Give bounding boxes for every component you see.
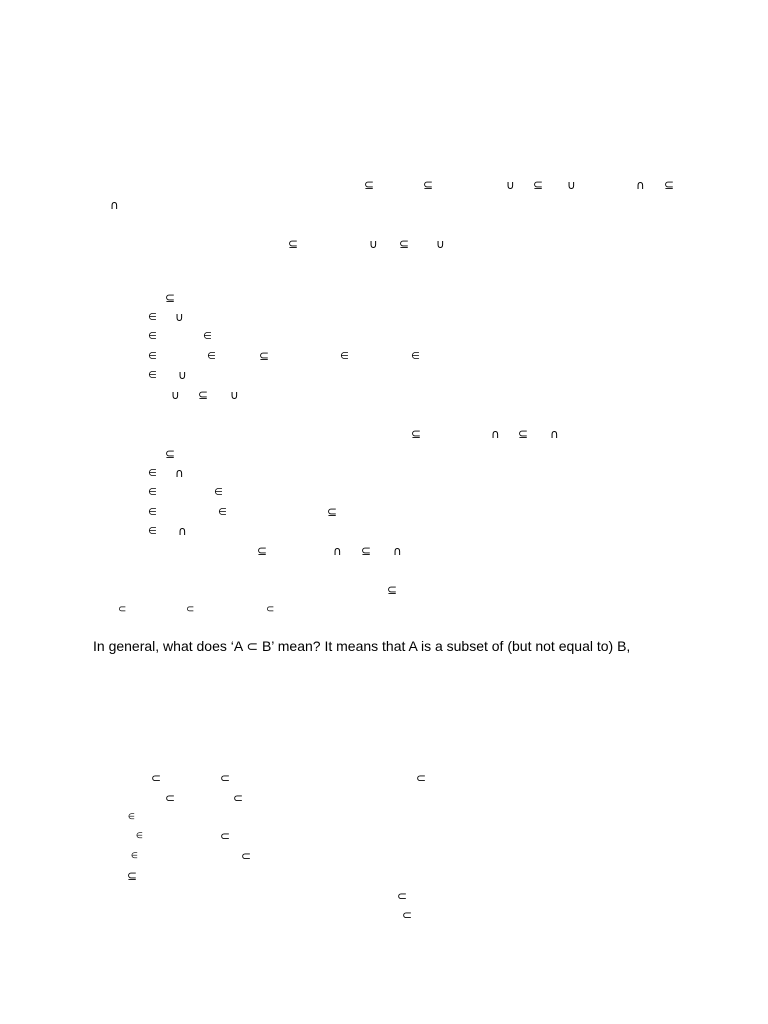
union-symbol: ∪	[436, 237, 445, 251]
proper-subset-symbol: ⊂	[241, 849, 252, 863]
intersection-symbol: ∩	[550, 427, 559, 441]
union-symbol: ∪	[369, 237, 378, 251]
proper-subset-symbol: ⊂	[397, 889, 408, 903]
element-of-symbol: ∈	[148, 351, 157, 362]
element-of-symbol: ∈	[340, 351, 349, 362]
subseteq-symbol: ⊆	[361, 544, 372, 558]
union-symbol: ∪	[171, 388, 180, 402]
element-of-symbol: ∈	[148, 526, 157, 537]
subseteq-symbol: ⊆	[423, 178, 434, 192]
subseteq-symbol: ⊆	[259, 349, 270, 363]
proper-subset-symbol: ⊂	[118, 604, 127, 615]
element-of-symbol: ∈	[207, 351, 216, 362]
intersection-symbol: ∩	[333, 544, 342, 558]
subseteq-symbol: ⊆	[411, 427, 422, 441]
subseteq-symbol: ⊆	[165, 447, 176, 461]
element-of-symbol: ∈	[148, 487, 157, 498]
element-of-symbol: ∈	[148, 312, 157, 323]
subseteq-symbol: ⊆	[518, 427, 529, 441]
element-of-symbol: ∈	[148, 331, 157, 342]
subseteq-symbol: ⊆	[257, 544, 268, 558]
subseteq-symbol: ⊆	[127, 869, 138, 883]
subseteq-symbol: ⊆	[327, 505, 338, 519]
element-of-symbol: ∈	[214, 487, 223, 498]
union-symbol: ∪	[567, 178, 576, 192]
element-of-symbol: ∈	[131, 851, 138, 860]
subseteq-symbol: ⊆	[533, 178, 544, 192]
element-of-symbol: ∈	[128, 812, 135, 821]
intersection-symbol: ∩	[636, 178, 645, 192]
proper-subset-symbol: ⊂	[151, 771, 162, 785]
element-of-symbol: ∈	[218, 507, 227, 518]
subseteq-symbol: ⊆	[198, 388, 209, 402]
intersection-symbol: ∩	[393, 544, 402, 558]
element-of-symbol: ∈	[148, 507, 157, 518]
intersection-symbol: ∩	[491, 427, 500, 441]
subseteq-symbol: ⊆	[399, 237, 410, 251]
explanation-sentence: In general, what does ‘A ⊂ B’ mean? It means that A is a subset of (but not equal to) B,	[93, 638, 631, 654]
element-of-symbol: ∈	[136, 831, 143, 840]
proper-subset-symbol: ⊂	[266, 604, 275, 615]
proper-subset-symbol: ⊂	[186, 604, 195, 615]
subseteq-symbol: ⊆	[664, 178, 675, 192]
union-symbol: ∪	[506, 178, 515, 192]
union-symbol: ∪	[175, 310, 184, 324]
union-symbol: ∪	[230, 388, 239, 402]
subseteq-symbol: ⊆	[165, 291, 176, 305]
element-of-symbol: ∈	[411, 351, 420, 362]
element-of-symbol: ∈	[148, 370, 157, 381]
intersection-symbol: ∩	[175, 466, 184, 480]
proper-subset-symbol: ⊂	[220, 829, 231, 843]
subseteq-symbol: ⊆	[387, 583, 398, 597]
proper-subset-symbol: ⊂	[402, 908, 413, 922]
proper-subset-symbol: ⊂	[165, 791, 176, 805]
subseteq-symbol: ⊆	[364, 178, 375, 192]
subseteq-symbol: ⊆	[288, 237, 299, 251]
element-of-symbol: ∈	[148, 468, 157, 479]
intersection-symbol: ∩	[110, 198, 119, 212]
proper-subset-symbol: ⊂	[233, 791, 244, 805]
proper-subset-symbol: ⊂	[220, 771, 231, 785]
intersection-symbol: ∩	[178, 524, 187, 538]
proper-subset-symbol: ⊂	[416, 771, 427, 785]
element-of-symbol: ∈	[203, 331, 212, 342]
union-symbol: ∪	[178, 368, 187, 382]
